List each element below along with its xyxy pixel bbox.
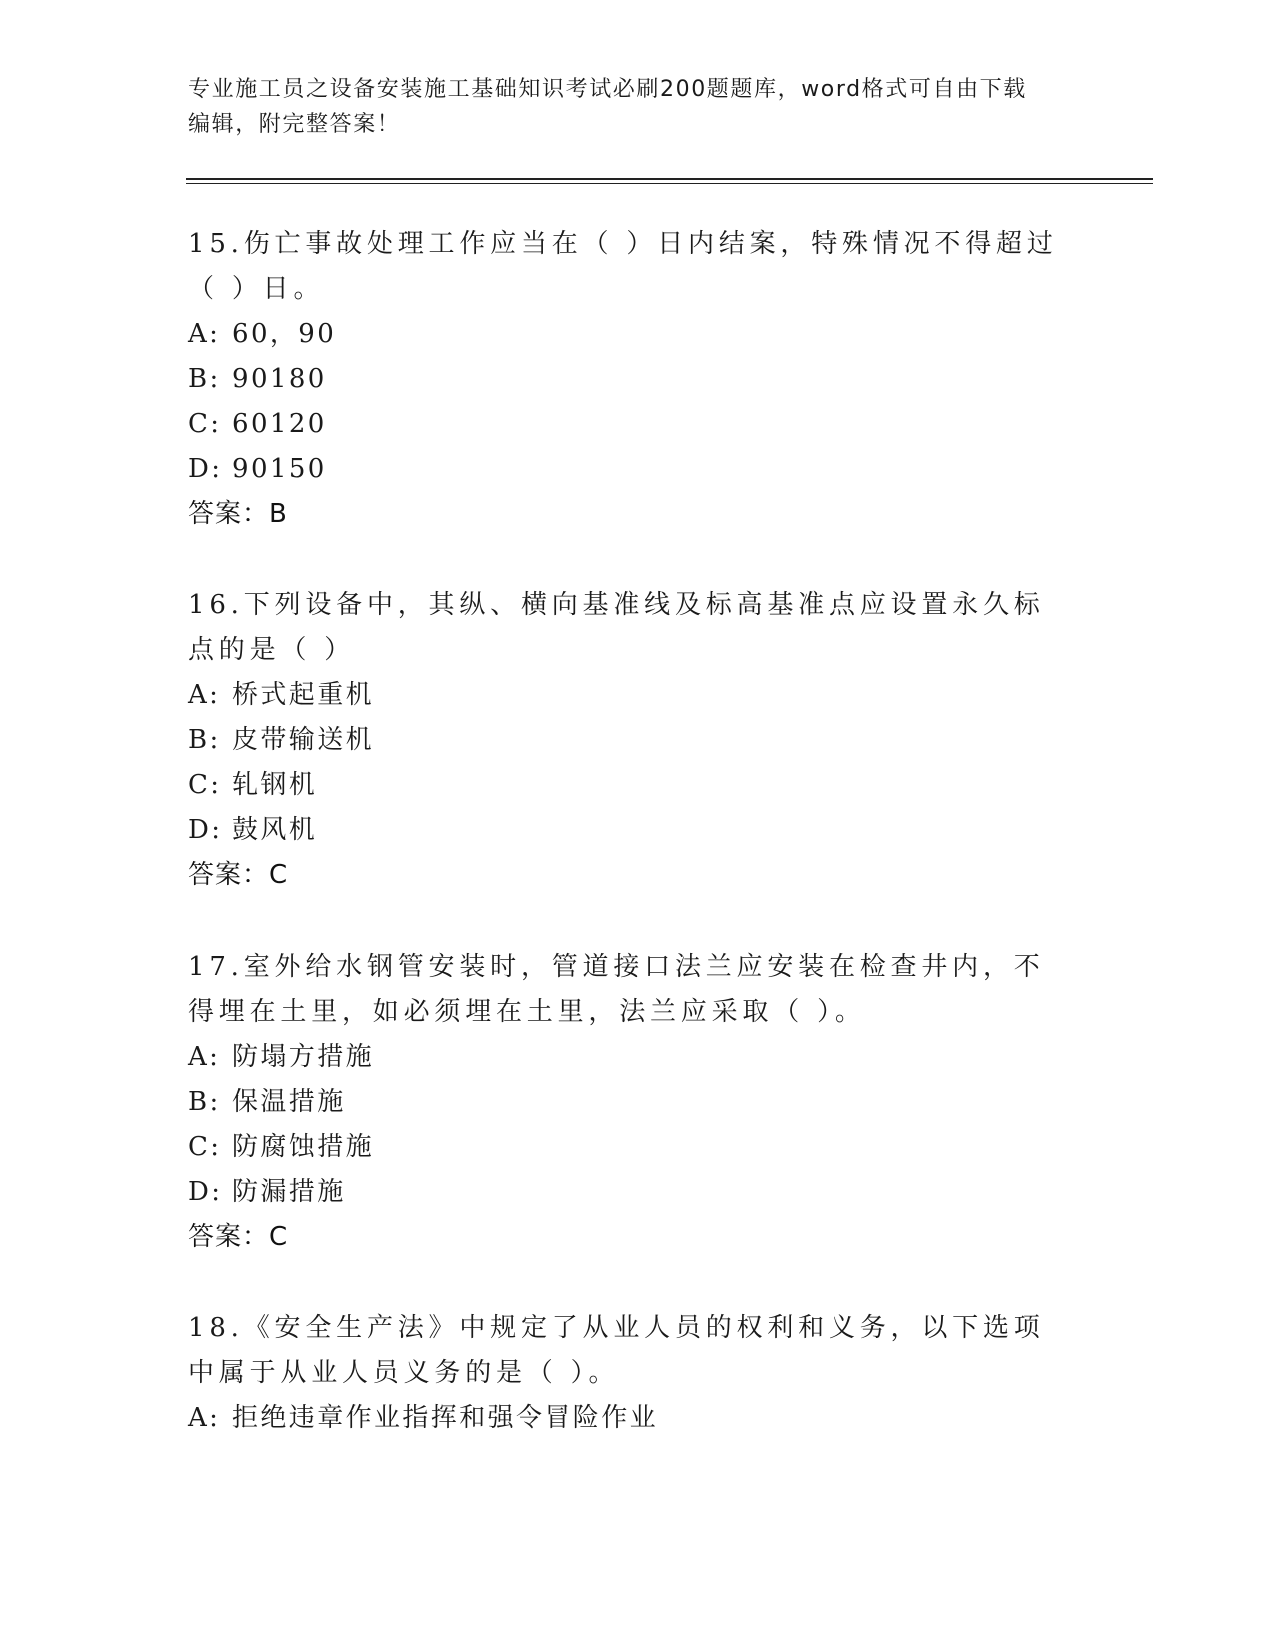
option-text: 鼓风机	[232, 815, 318, 845]
option-letter: A:	[188, 1403, 221, 1433]
option-text: 防塌方措施	[232, 1042, 375, 1072]
option-text: 60，90	[232, 319, 337, 349]
answer-line: 答案：C	[188, 1222, 289, 1252]
option-d	[188, 447, 1068, 492]
option-a	[188, 1035, 1068, 1080]
header-line-2: 编辑，附完整答案！	[188, 112, 401, 137]
option-letter: D:	[188, 454, 223, 484]
option-a	[188, 312, 1068, 357]
option-c	[188, 763, 1068, 808]
option-letter: D:	[188, 815, 223, 845]
question-17	[188, 945, 1068, 1260]
option-letter: A:	[188, 680, 221, 710]
option-letter: D:	[188, 1177, 223, 1207]
option-text: 保温措施	[232, 1087, 346, 1117]
question-16	[188, 583, 1068, 898]
option-c	[188, 1125, 1068, 1170]
option-a	[188, 673, 1068, 718]
question-15	[188, 222, 1068, 537]
header-divider-thick	[186, 178, 1153, 180]
answer-line: 答案：B	[188, 499, 288, 529]
option-text: 防腐蚀措施	[232, 1132, 375, 1162]
option-letter: B:	[188, 364, 221, 394]
option-d	[188, 808, 1068, 853]
option-text: 皮带输送机	[232, 725, 375, 755]
option-letter: A:	[188, 319, 221, 349]
header-line-1: 专业施工员之设备安装施工基础知识考试必刷200题题库，word格式可自由下载	[188, 77, 1027, 102]
option-letter: A:	[188, 1042, 221, 1072]
option-letter: C:	[188, 770, 222, 800]
option-b	[188, 718, 1068, 763]
question-stem: 16.下列设备中，其纵、横向基准线及标高基准点应设置永久标点的是（ ）	[188, 590, 1045, 665]
option-text: 轧钢机	[232, 770, 318, 800]
option-text: 桥式起重机	[232, 680, 375, 710]
option-text: 90180	[232, 364, 327, 394]
option-letter: B:	[188, 725, 221, 755]
option-b	[188, 1080, 1068, 1125]
option-letter: B:	[188, 1087, 221, 1117]
document-header	[188, 72, 1068, 142]
option-d	[188, 1170, 1068, 1215]
answer-line: 答案：C	[188, 860, 289, 890]
question-stem: 18.《安全生产法》中规定了从业人员的权利和义务，以下选项中属于从业人员义务的是（ ）。	[188, 1313, 1045, 1388]
option-letter: C:	[188, 1132, 222, 1162]
question-18	[188, 1306, 1068, 1441]
option-c	[188, 402, 1068, 447]
option-text: 防漏措施	[232, 1177, 346, 1207]
question-stem: 17.室外给水钢管安装时，管道接口法兰应安装在检查井内，不得埋在土里，如必须埋在土里，法兰应采取（ ）。	[188, 952, 1045, 1027]
question-stem: 15.伤亡事故处理工作应当在（ ）日内结案，特殊情况不得超过（ ）日。	[188, 229, 1058, 304]
option-a	[188, 1396, 1068, 1441]
option-text: 90150	[232, 454, 327, 484]
option-b	[188, 357, 1068, 402]
header-divider-thin	[186, 183, 1153, 184]
option-text: 拒绝违章作业指挥和强令冒险作业	[232, 1403, 659, 1433]
option-text: 60120	[232, 409, 327, 439]
option-letter: C:	[188, 409, 222, 439]
